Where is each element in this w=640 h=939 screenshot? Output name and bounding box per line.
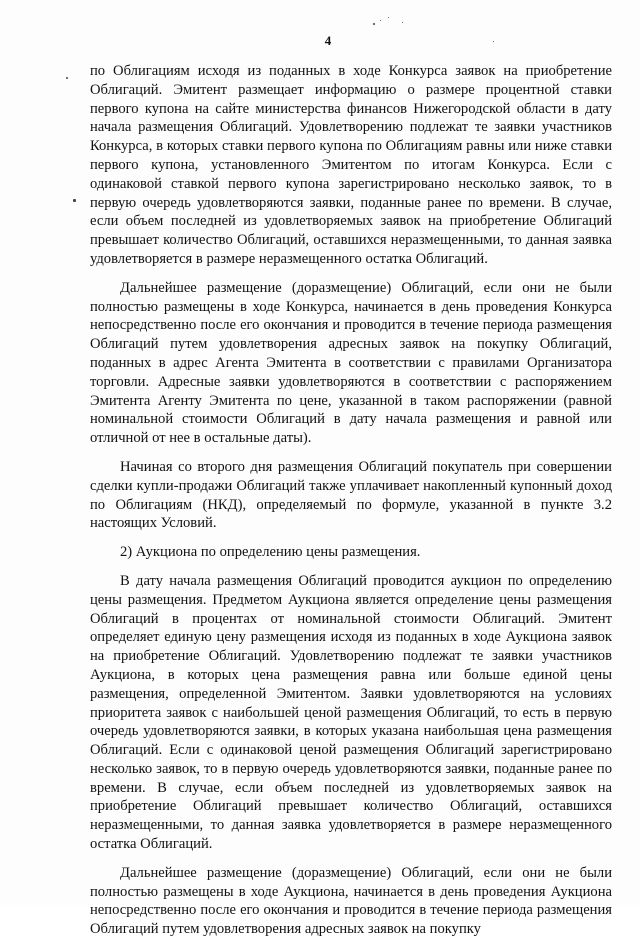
scan-speck: [66, 77, 68, 79]
paragraph-item-heading: 2) Аукциона по определению цены размещения.: [120, 544, 421, 561]
scan-speck: [388, 17, 389, 18]
paragraph: Дальнейшее размещение (доразмещение) Облигаций, если они не были полностью размещены в ходе Конкурса, начинается в день проведения Конкурса непосредственно после его окончания и проводится в течение периода размещения Облигаций путем удовлетворения адресных заявок на покупку Облигаций, поданных в адрес Агента Эмитента в соответствии с правилами Организатора торговли. Адресные заявки удовлетворяются в соответствии с распоряжением Эмитента Агенту Эмитента по цене, указанной в таком распоряжении (равной номинальной стоимости Облигаций в дату начала размещения и равной или отличной от нее в остальные даты).: [90, 279, 612, 447]
paragraph: Дальнейшее размещение (доразмещение) Облигаций, если они не были полностью размещены в ходе Аукциона, начинается в день проведения Аукциона непосредственно после его окончания и проводится в течение периода размещения Облигаций путем удовлетворения адресных заявок на покупку: [90, 864, 612, 938]
scan-speck: [373, 23, 375, 25]
paragraph: В дату начала размещения Облигаций проводится аукцион по определению цены размещения. Предметом Аукциона является определение цены размещения Облигаций в процентах от номинальной стоимости Облигаций. Эмитент определяет единую цену размещения исходя из поданных в ходе Аукциона заявок на приобретение Облигаций. Удовлетворению подлежат те заявки участников Аукциона, в которых цена размещения равна или больше единой цены размещения, определенной Эмитентом. Заявки удовлетворяются на условиях приоритета заявок с наибольшей ценой размещения Облигаций, то есть в первую очередь удовлетворяются заявки, в которых указана наибольшая цена размещения Облигаций. Если с одинаковой ценой размещения Облигаций зарегистрировано несколько заявок, то в первую очередь удовлетворяются заявки, поданные ранее по времени. В случае, если объем последней из удовлетворяемых заявок на приобретение Облигаций превышает количество Облигаций, оставшихся неразмещенными, то данная заявка удовлетворяется в размере неразмещенного остатка Облигаций.: [90, 572, 612, 853]
paragraph: Начиная со второго дня размещения Облигаций покупатель при совершении сделки купли-продажи Облигаций также уплачивает накопленный купонный доход по Облигациям (НКД), определяемый по формуле, указанной в пункте 3.2 настоящих Условий.: [90, 458, 612, 532]
scan-speck: [493, 41, 494, 42]
paragraph-continued: по Облигациям исходя из поданных в ходе Конкурса заявок на приобретение Облигаций. Эмитент размещает информацию о размере процентной ставки первого купона на сайте министерства финансов Нижегородской области в дату начала размещения Облигаций. Удовлетворению подлежат те заявки участников Конкурса, в которых ставки первого купона по Облигациям равны или ниже ставки первого купона, установленного Эмитентом по итогам Конкурса. Если с одинаковой ставкой первого купона зарегистрировано несколько заявок, то в первую очередь удовлетворяются заявки, поданные ранее по времени. В случае, если объем последней из удовлетворяемых заявок на приобретение Облигаций превышает количество Облигаций, оставшихся неразмещенными, то данная заявка удовлетворяется в размере неразмещенного остатка Облигаций.: [90, 63, 612, 267]
scan-speck: [73, 199, 76, 202]
scan-speck: [380, 20, 381, 21]
page-number: 4: [324, 33, 332, 48]
document-body: [90, 62, 612, 939]
scan-speck: [402, 22, 403, 23]
